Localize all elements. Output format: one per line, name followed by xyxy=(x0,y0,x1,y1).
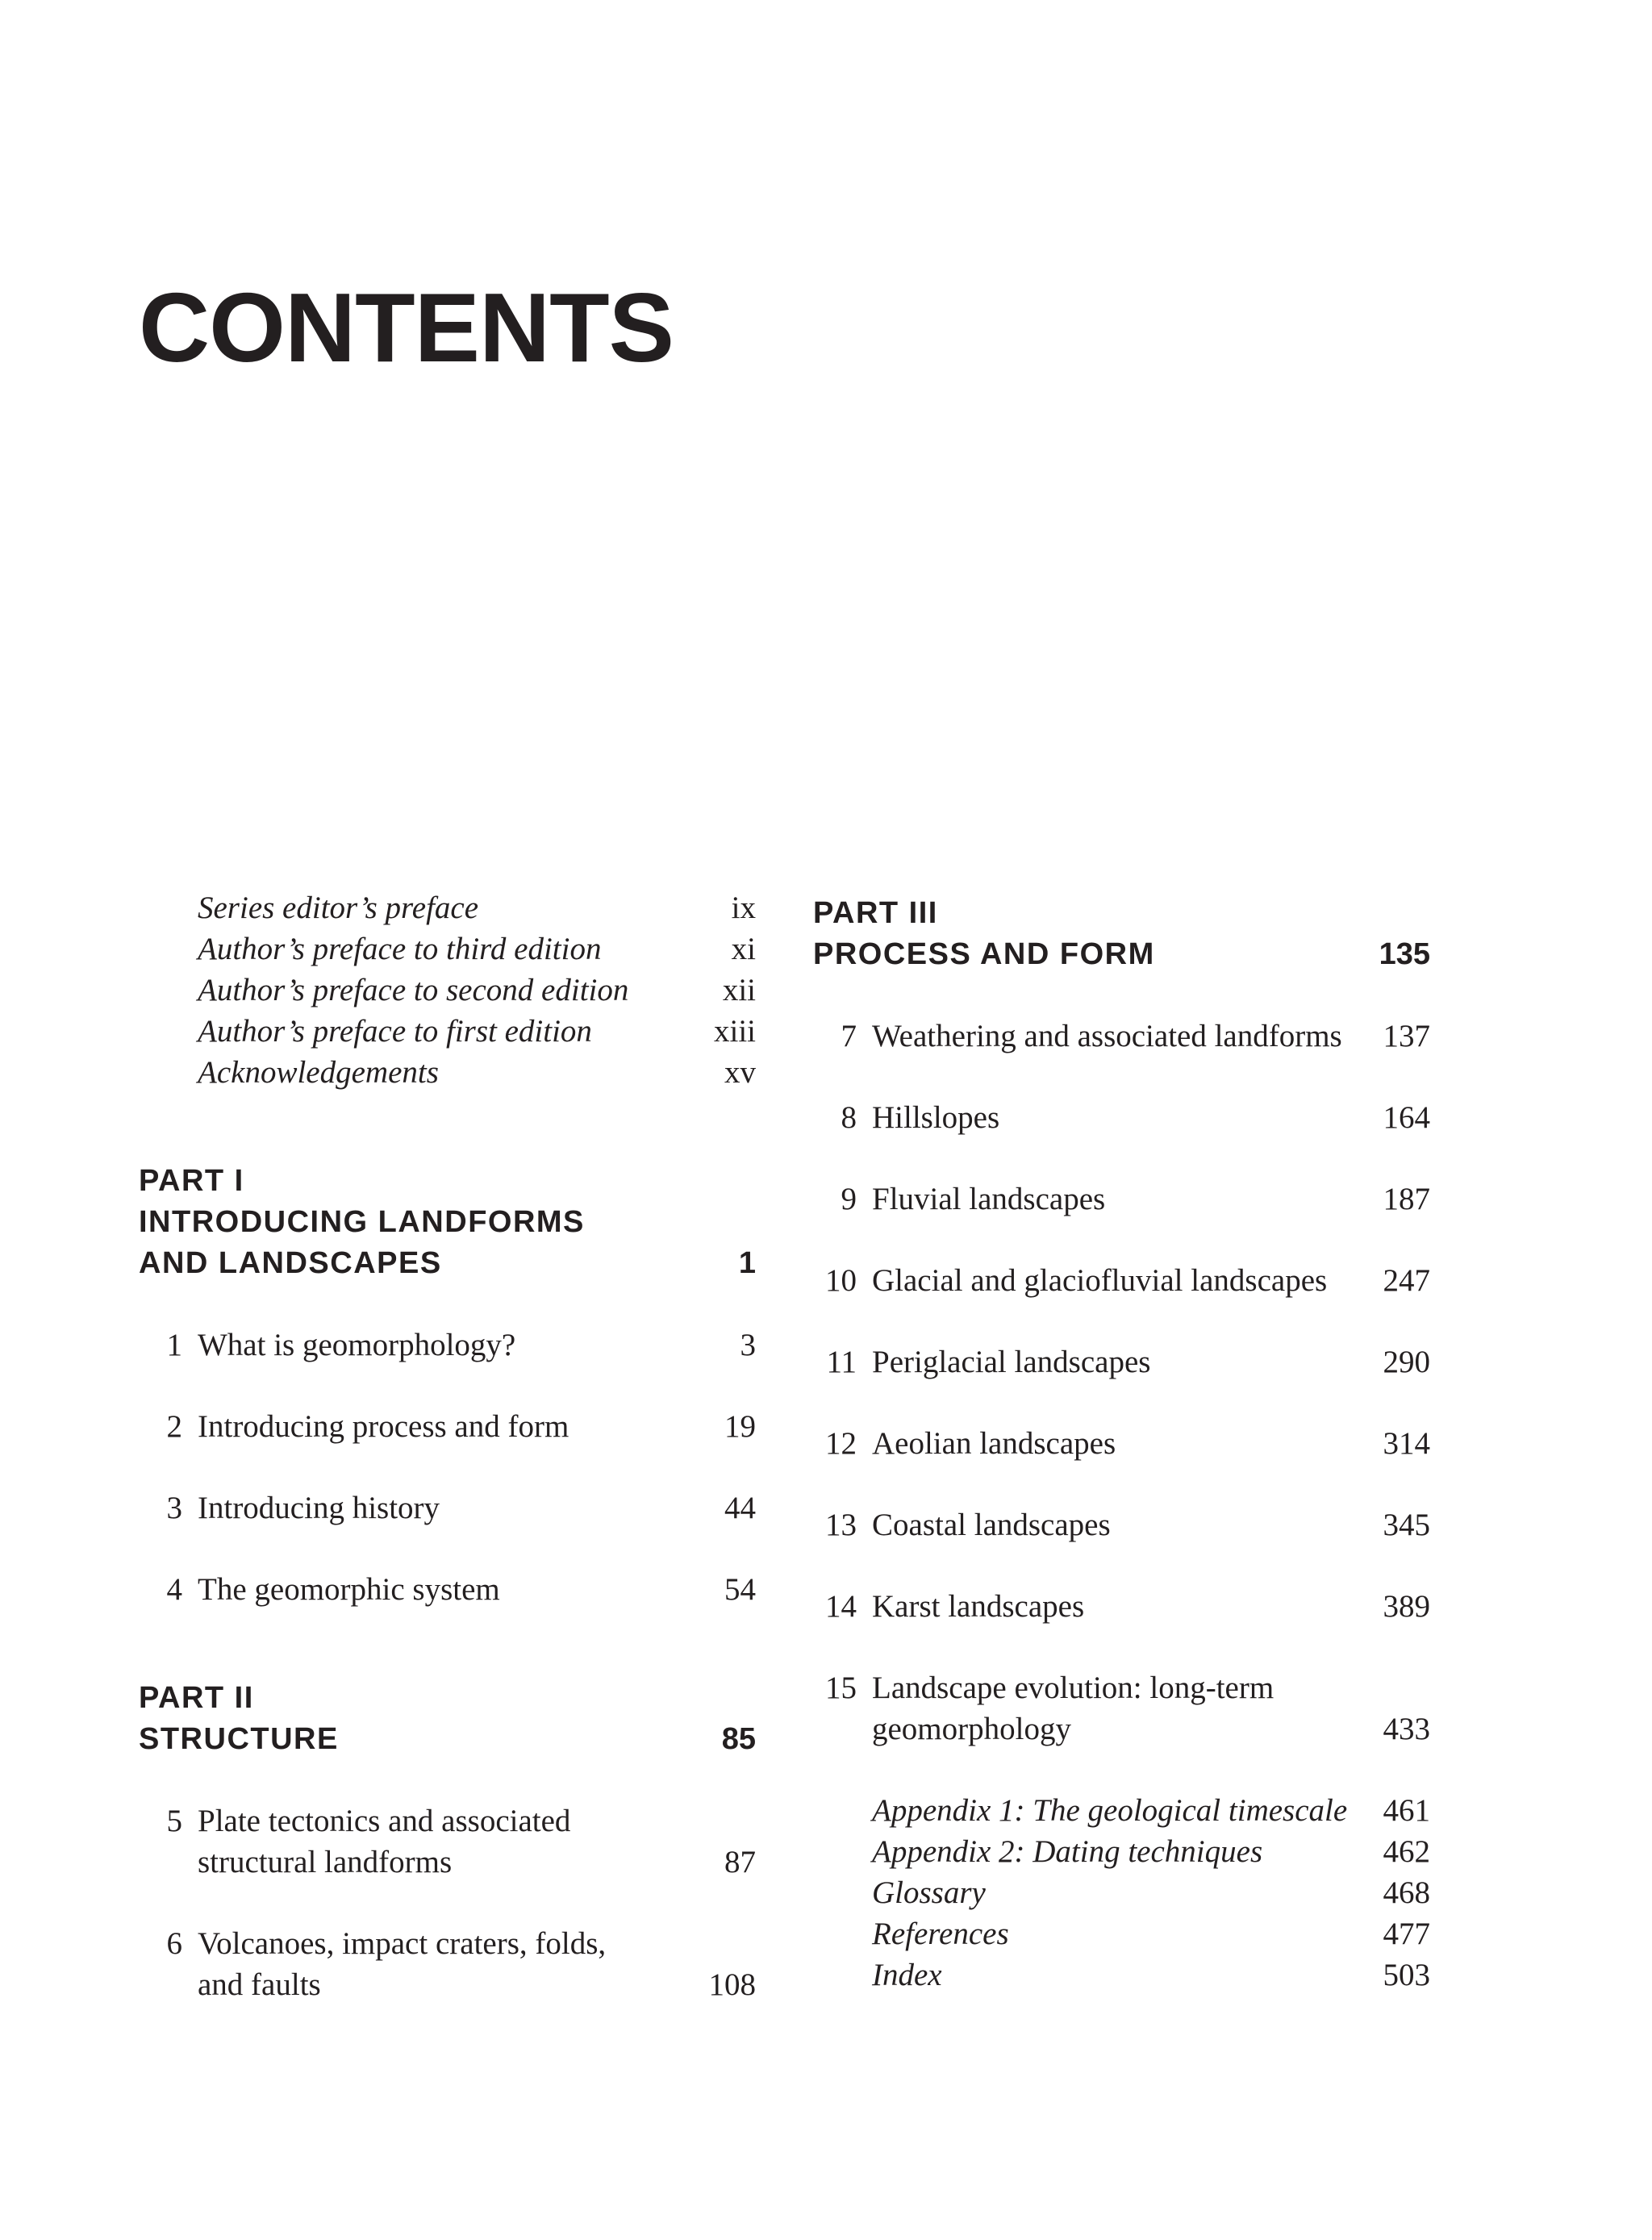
page-title: CONTENTS xyxy=(139,273,674,382)
chapter-title: Periglacial landscapes xyxy=(872,1345,1151,1379)
back-matter-list xyxy=(813,1790,1430,1996)
entry-page: ix xyxy=(731,891,756,925)
chapter-list-part-2 xyxy=(139,1800,756,2005)
back-matter-item[interactable] xyxy=(813,1913,1430,1954)
chapter-page: 389 xyxy=(1383,1589,1430,1624)
part-heading-line: PART II xyxy=(139,1681,254,1715)
entry-page: 462 xyxy=(1383,1834,1430,1869)
chapter-entry-7[interactable] xyxy=(813,1016,1430,1057)
chapter-page: 247 xyxy=(1383,1263,1430,1298)
entry-page: 503 xyxy=(1383,1958,1430,1992)
entry-label: Acknowledgements xyxy=(198,1055,439,1090)
part-heading-line: AND LANDSCAPES xyxy=(139,1246,442,1280)
chapter-number: 5 xyxy=(166,1804,182,1838)
chapter-number: 7 xyxy=(841,1019,857,1053)
chapter-list-part-3 xyxy=(813,1016,1430,1750)
chapter-entry-4[interactable] xyxy=(139,1569,756,1610)
entry-page: xii xyxy=(722,973,756,1007)
chapter-title: Introducing process and form xyxy=(198,1409,569,1444)
chapter-entry-6[interactable] xyxy=(139,1923,756,2005)
chapter-title: Weathering and associated landforms xyxy=(872,1019,1342,1053)
chapter-number: 12 xyxy=(825,1426,857,1461)
chapter-title: Coastal landscapes xyxy=(872,1508,1111,1542)
entry-page: xi xyxy=(731,932,756,966)
chapter-number: 6 xyxy=(166,1926,182,1961)
chapter-page: 44 xyxy=(724,1491,756,1525)
entry-page: xv xyxy=(724,1055,756,1090)
part-heading-line: PART III xyxy=(813,896,938,930)
part-heading-part-2[interactable] xyxy=(139,1678,756,1760)
chapter-entry-8[interactable] xyxy=(813,1097,1430,1138)
back-matter-item[interactable] xyxy=(813,1872,1430,1913)
chapter-number: 11 xyxy=(826,1345,857,1379)
chapter-page: 187 xyxy=(1383,1182,1430,1216)
entry-label: Author’s preface to second edition xyxy=(198,973,629,1007)
chapter-title-continued: geomorphology xyxy=(872,1712,1071,1746)
chapter-entry-9[interactable] xyxy=(813,1178,1430,1220)
chapter-page: 433 xyxy=(1383,1712,1430,1746)
chapter-title: Volcanoes, impact craters, folds, xyxy=(198,1926,607,1961)
part-page: 85 xyxy=(721,1722,756,1756)
chapter-number: 10 xyxy=(825,1263,857,1298)
entry-page: 468 xyxy=(1383,1875,1430,1910)
chapter-title: What is geomorphology? xyxy=(198,1328,516,1362)
chapter-page: 19 xyxy=(724,1409,756,1444)
chapter-number: 1 xyxy=(166,1328,182,1362)
part-heading-line: STRUCTURE xyxy=(139,1722,339,1756)
chapter-number: 9 xyxy=(841,1182,857,1216)
part-heading-part-1[interactable] xyxy=(139,1161,756,1284)
entry-page: 477 xyxy=(1383,1917,1430,1951)
back-matter-item[interactable] xyxy=(813,1954,1430,1996)
toc-left-column xyxy=(139,887,756,2005)
chapter-title: Aeolian landscapes xyxy=(872,1426,1116,1461)
entry-page: 461 xyxy=(1383,1793,1430,1828)
entry-label: Appendix 1: The geological timescale xyxy=(872,1793,1348,1828)
chapter-entry-13[interactable] xyxy=(813,1504,1430,1545)
chapter-page: 137 xyxy=(1383,1019,1430,1053)
chapter-entry-11[interactable] xyxy=(813,1341,1430,1383)
chapter-title-continued: and faults xyxy=(198,1967,321,2002)
front-matter-list xyxy=(139,887,756,1093)
chapter-title: Hillslopes xyxy=(872,1100,1000,1135)
chapter-title: Glacial and glaciofluvial landscapes xyxy=(872,1263,1328,1298)
chapter-entry-2[interactable] xyxy=(139,1406,756,1447)
chapter-number: 4 xyxy=(166,1572,182,1607)
chapter-page: 87 xyxy=(724,1845,756,1879)
entry-page: xiii xyxy=(713,1014,756,1049)
chapter-number: 3 xyxy=(166,1491,182,1525)
chapter-page: 314 xyxy=(1383,1426,1430,1461)
part-page: 1 xyxy=(738,1246,756,1280)
chapter-title: Plate tectonics and associated xyxy=(198,1804,571,1838)
front-matter-item[interactable] xyxy=(139,887,756,928)
front-matter-item[interactable] xyxy=(139,970,756,1011)
entry-label: Author’s preface to first edition xyxy=(198,1014,592,1049)
chapter-page: 164 xyxy=(1383,1100,1430,1135)
chapter-list-part-1 xyxy=(139,1324,756,1610)
chapter-entry-10[interactable] xyxy=(813,1260,1430,1301)
chapter-number: 15 xyxy=(825,1671,857,1705)
chapter-page: 345 xyxy=(1383,1508,1430,1542)
entry-label: Index xyxy=(872,1958,942,1992)
entry-label: Appendix 2: Dating techniques xyxy=(872,1834,1263,1869)
part-heading-part-3[interactable] xyxy=(813,893,1430,975)
part-page: 135 xyxy=(1379,937,1430,971)
entry-label: References xyxy=(872,1917,1009,1951)
chapter-number: 14 xyxy=(825,1589,857,1624)
chapter-page: 54 xyxy=(724,1572,756,1607)
chapter-number: 8 xyxy=(841,1100,857,1135)
chapter-page: 290 xyxy=(1383,1345,1430,1379)
chapter-title-continued: structural landforms xyxy=(198,1845,453,1879)
chapter-page: 108 xyxy=(708,1967,756,2002)
chapter-title: The geomorphic system xyxy=(198,1572,500,1607)
chapter-number: 2 xyxy=(166,1409,182,1444)
chapter-title: Karst landscapes xyxy=(872,1589,1085,1624)
chapter-title: Fluvial landscapes xyxy=(872,1182,1106,1216)
entry-label: Author’s preface to third edition xyxy=(198,932,602,966)
front-matter-item[interactable] xyxy=(139,1052,756,1093)
chapter-entry-15[interactable] xyxy=(813,1667,1430,1750)
chapter-number: 13 xyxy=(825,1508,857,1542)
chapter-entry-1[interactable] xyxy=(139,1324,756,1366)
part-heading-line: PROCESS AND FORM xyxy=(813,937,1155,971)
front-matter-item[interactable] xyxy=(139,1011,756,1052)
toc-right-column xyxy=(813,887,1430,1996)
back-matter-item[interactable] xyxy=(813,1831,1430,1872)
chapter-entry-14[interactable] xyxy=(813,1586,1430,1627)
part-heading-line: INTRODUCING LANDFORMS xyxy=(139,1205,585,1239)
part-heading-line: PART I xyxy=(139,1164,244,1198)
back-matter-item[interactable] xyxy=(813,1790,1430,1831)
chapter-entry-3[interactable] xyxy=(139,1487,756,1529)
chapter-page: 3 xyxy=(740,1328,756,1362)
chapter-title: Landscape evolution: long-term xyxy=(872,1671,1274,1705)
chapter-title: Introducing history xyxy=(198,1491,440,1525)
entry-label: Series editor’s preface xyxy=(198,891,479,925)
front-matter-item[interactable] xyxy=(139,928,756,970)
chapter-entry-5[interactable] xyxy=(139,1800,756,1883)
chapter-entry-12[interactable] xyxy=(813,1423,1430,1464)
entry-label: Glossary xyxy=(872,1875,986,1910)
